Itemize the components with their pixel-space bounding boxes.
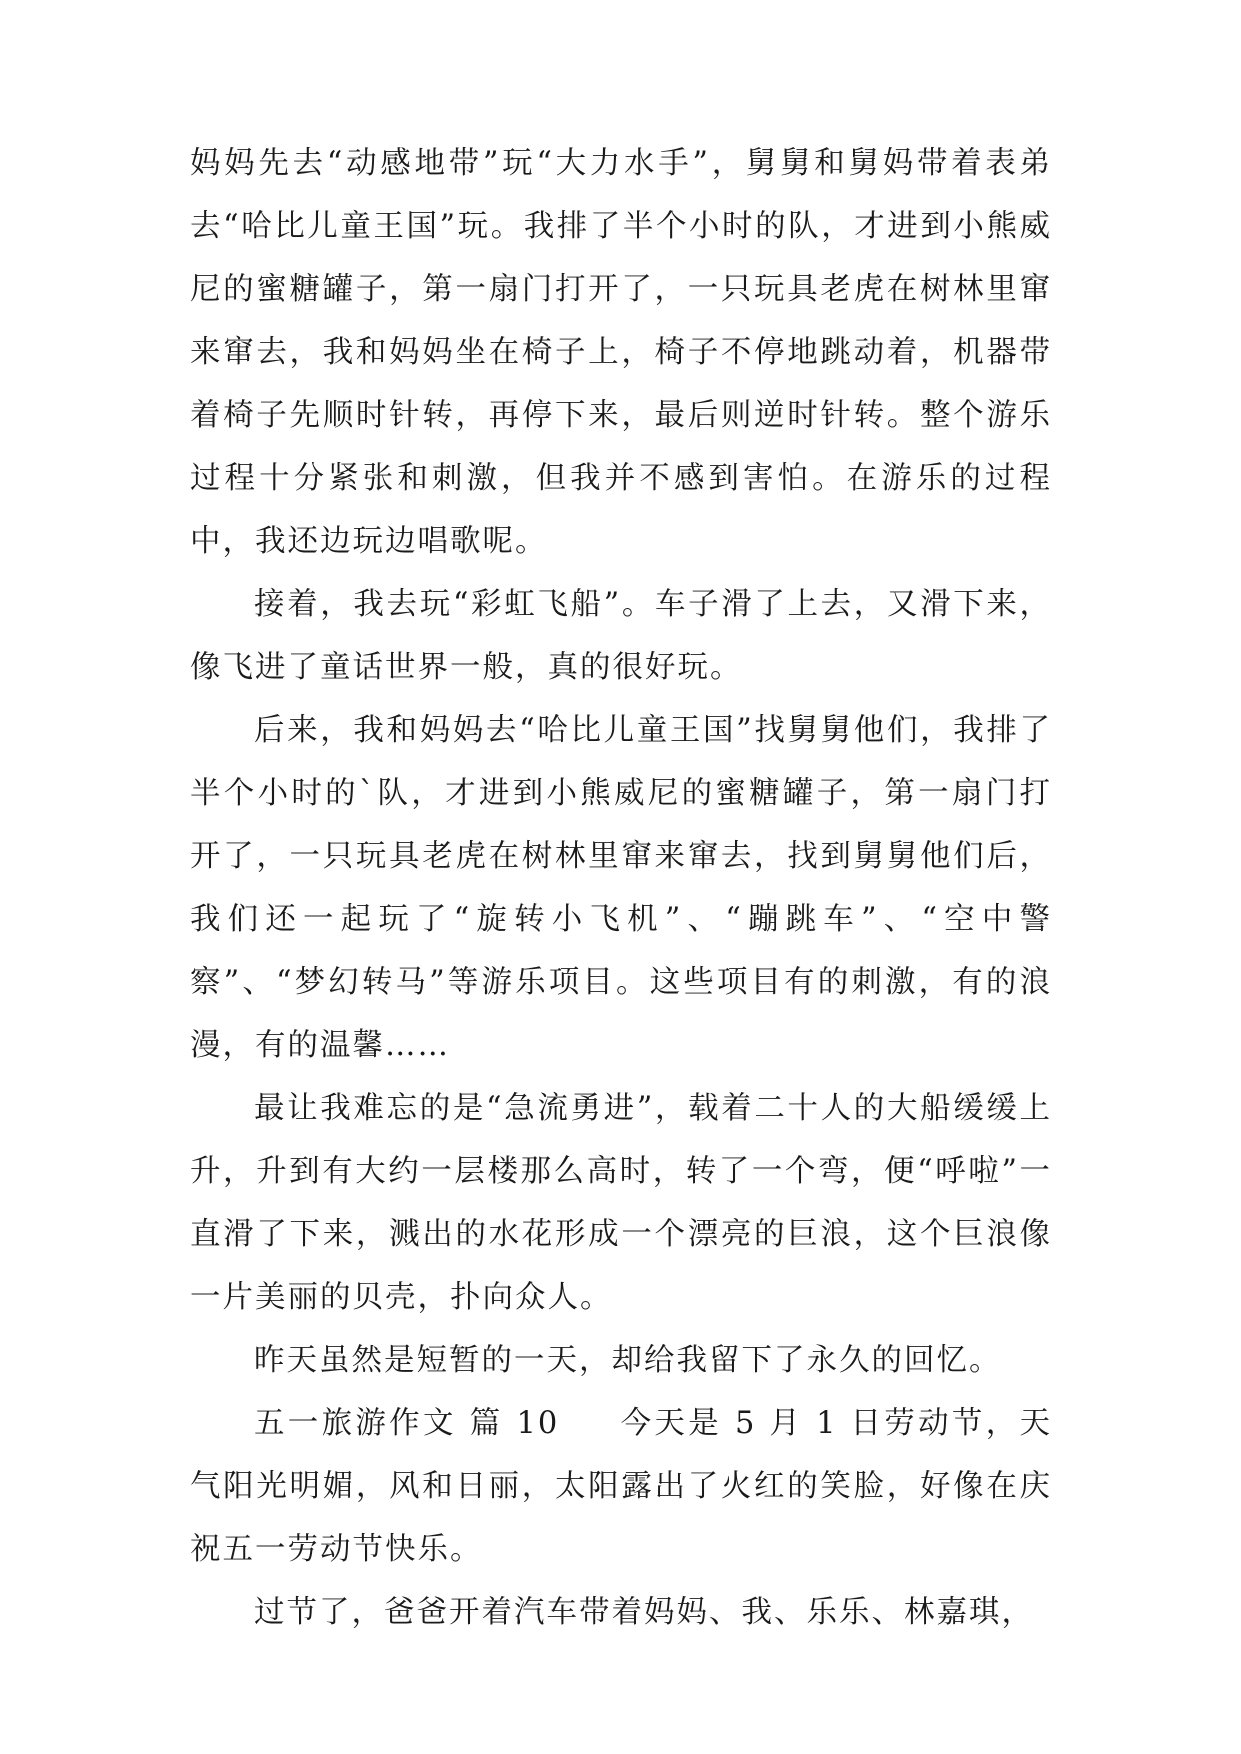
document-body — [190, 132, 1052, 1644]
essay-heading: 五一旅游作文 篇 10 — [254, 1406, 560, 1441]
paragraph-rapids: 最让我难忘的是“急流勇进”，载着二十人的大船缓缓上升，升到有大约一层楼那么高时，转了一个弯，便“呼啦”一直滑了下来，溅出的水花形成一个漂亮的巨浪，这个巨浪像一片美丽的贝壳，扑向众人。 — [190, 1091, 1052, 1315]
essay-10-text: 今天是 5 月 1 日劳动节，天气阳光明媚，风和日丽，太阳露出了火红的笑脸，好像在庆祝五一劳动节快乐。 — [190, 1406, 1052, 1567]
paragraph-essay-10 — [190, 1392, 1052, 1581]
paragraph-holiday-drive: 过节了，爸爸开着汽车带着妈妈、我、乐乐、林嘉琪， — [254, 1595, 1034, 1630]
paragraph-hobbit-kingdom: 后来，我和妈妈去“哈比儿童王国”找舅舅他们，我排了半个小时的`队，才进到小熊威尼的蜜糖罐子，第一扇门打开了，一只玩具老虎在树林里窜来窜去，找到舅舅他们后，我们还一起玩了“旋转小飞机”、“蹦跳车”、“空中警察”、“梦幻转马”等游乐项目。这些项目有的刺激，有的浪漫，有的温馨…… — [190, 713, 1052, 1063]
paragraph-memory: 昨天虽然是短暂的一天，却给我留下了永久的回忆。 — [254, 1343, 1002, 1378]
paragraph-continuation: 妈妈先去“动感地带”玩“大力水手”，舅舅和舅妈带着表弟去“哈比儿童王国”玩。我排了半个小时的队，才进到小熊威尼的蜜糖罐子，第一扇门打开了，一只玩具老虎在树林里窜来窜去，我和妈妈坐在椅子上，椅子不停地跳动着，机器带着椅子先顺时针转，再停下来，最后则逆时针转。整个游乐过程十分紧张和刺激，但我并不感到害怕。在游乐的过程中，我还边玩边唱歌呢。 — [190, 146, 1052, 559]
paragraph-rainbow-ship: 接着，我去玩“彩虹飞船”。车子滑了上去，又滑下来，像飞进了童话世界一般，真的很好玩。 — [190, 587, 1052, 685]
